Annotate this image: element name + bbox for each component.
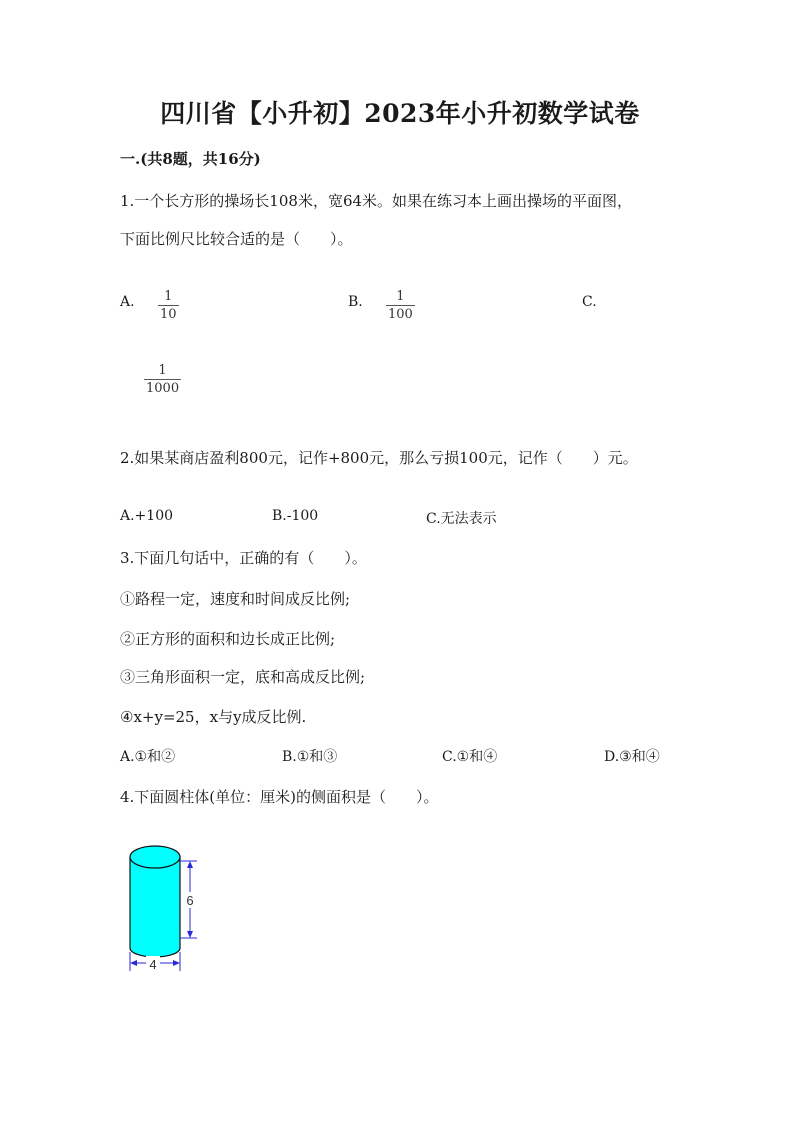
fraction-numerator: 1 bbox=[158, 363, 167, 378]
fraction-denominator: 10 bbox=[160, 307, 177, 322]
q1-text-line2: 下面比例尺比较合适的是（ ）。 bbox=[120, 230, 353, 248]
q2-text: 2.如果某商店盈利800元，记作+800元，那么亏损100元，记作（ ）元。 bbox=[120, 449, 638, 467]
cylinder-top bbox=[130, 846, 180, 868]
q1-option-a-label: A. bbox=[120, 294, 135, 310]
q3-statement-4: ④x+y=25，x与y成反比例. bbox=[120, 708, 307, 726]
fraction-numerator: 1 bbox=[396, 289, 405, 304]
q2-option-c: C.无法表示 bbox=[426, 511, 497, 527]
section-heading: 一.(共8题，共16分) bbox=[120, 150, 261, 168]
q2-option-b: B.-100 bbox=[272, 508, 319, 524]
q3-statement-3: ③三角形面积一定，底和高成反比例; bbox=[120, 668, 366, 686]
height-dimension bbox=[180, 861, 197, 938]
cylinder-figure bbox=[110, 830, 220, 980]
q3-option-d: D.③和④ bbox=[604, 749, 660, 765]
q2-option-a: A.+100 bbox=[120, 508, 174, 524]
q3-option-c: C.①和④ bbox=[442, 749, 498, 765]
fraction-numerator: 1 bbox=[164, 289, 173, 304]
fraction-bar bbox=[158, 305, 179, 306]
fraction-denominator: 100 bbox=[388, 307, 413, 322]
q1-option-b-label: B. bbox=[348, 294, 363, 310]
diameter-label: 4 bbox=[149, 957, 157, 972]
q3-statement-1: ①路程一定，速度和时间成反比例; bbox=[120, 590, 351, 608]
q3-statement-2: ②正方形的面积和边长成正比例; bbox=[120, 630, 336, 648]
fraction-bar bbox=[386, 305, 415, 306]
q1-option-c-label: C. bbox=[582, 294, 597, 310]
page-title: 四川省【小升初】2023年小升初数学试卷 bbox=[160, 99, 640, 128]
fraction-denominator: 1000 bbox=[146, 381, 180, 396]
q1-text-line1: 1.一个长方形的操场长108米，宽64米。如果在练习本上画出操场的平面图， bbox=[120, 192, 633, 210]
q3-text: 3.下面几句话中，正确的有（ ）。 bbox=[120, 549, 367, 567]
height-label: 6 bbox=[186, 893, 194, 908]
q1-option-b-fraction bbox=[386, 289, 415, 322]
cylinder-body bbox=[130, 857, 180, 957]
q1-option-c-fraction bbox=[144, 363, 181, 396]
q4-text: 4.下面圆柱体(单位：厘米)的侧面积是（ ）。 bbox=[120, 788, 439, 806]
q3-option-b: B.①和③ bbox=[282, 749, 338, 765]
q3-option-a: A.①和② bbox=[120, 749, 176, 765]
q1-option-a-fraction bbox=[158, 289, 179, 322]
fraction-bar bbox=[144, 379, 181, 380]
